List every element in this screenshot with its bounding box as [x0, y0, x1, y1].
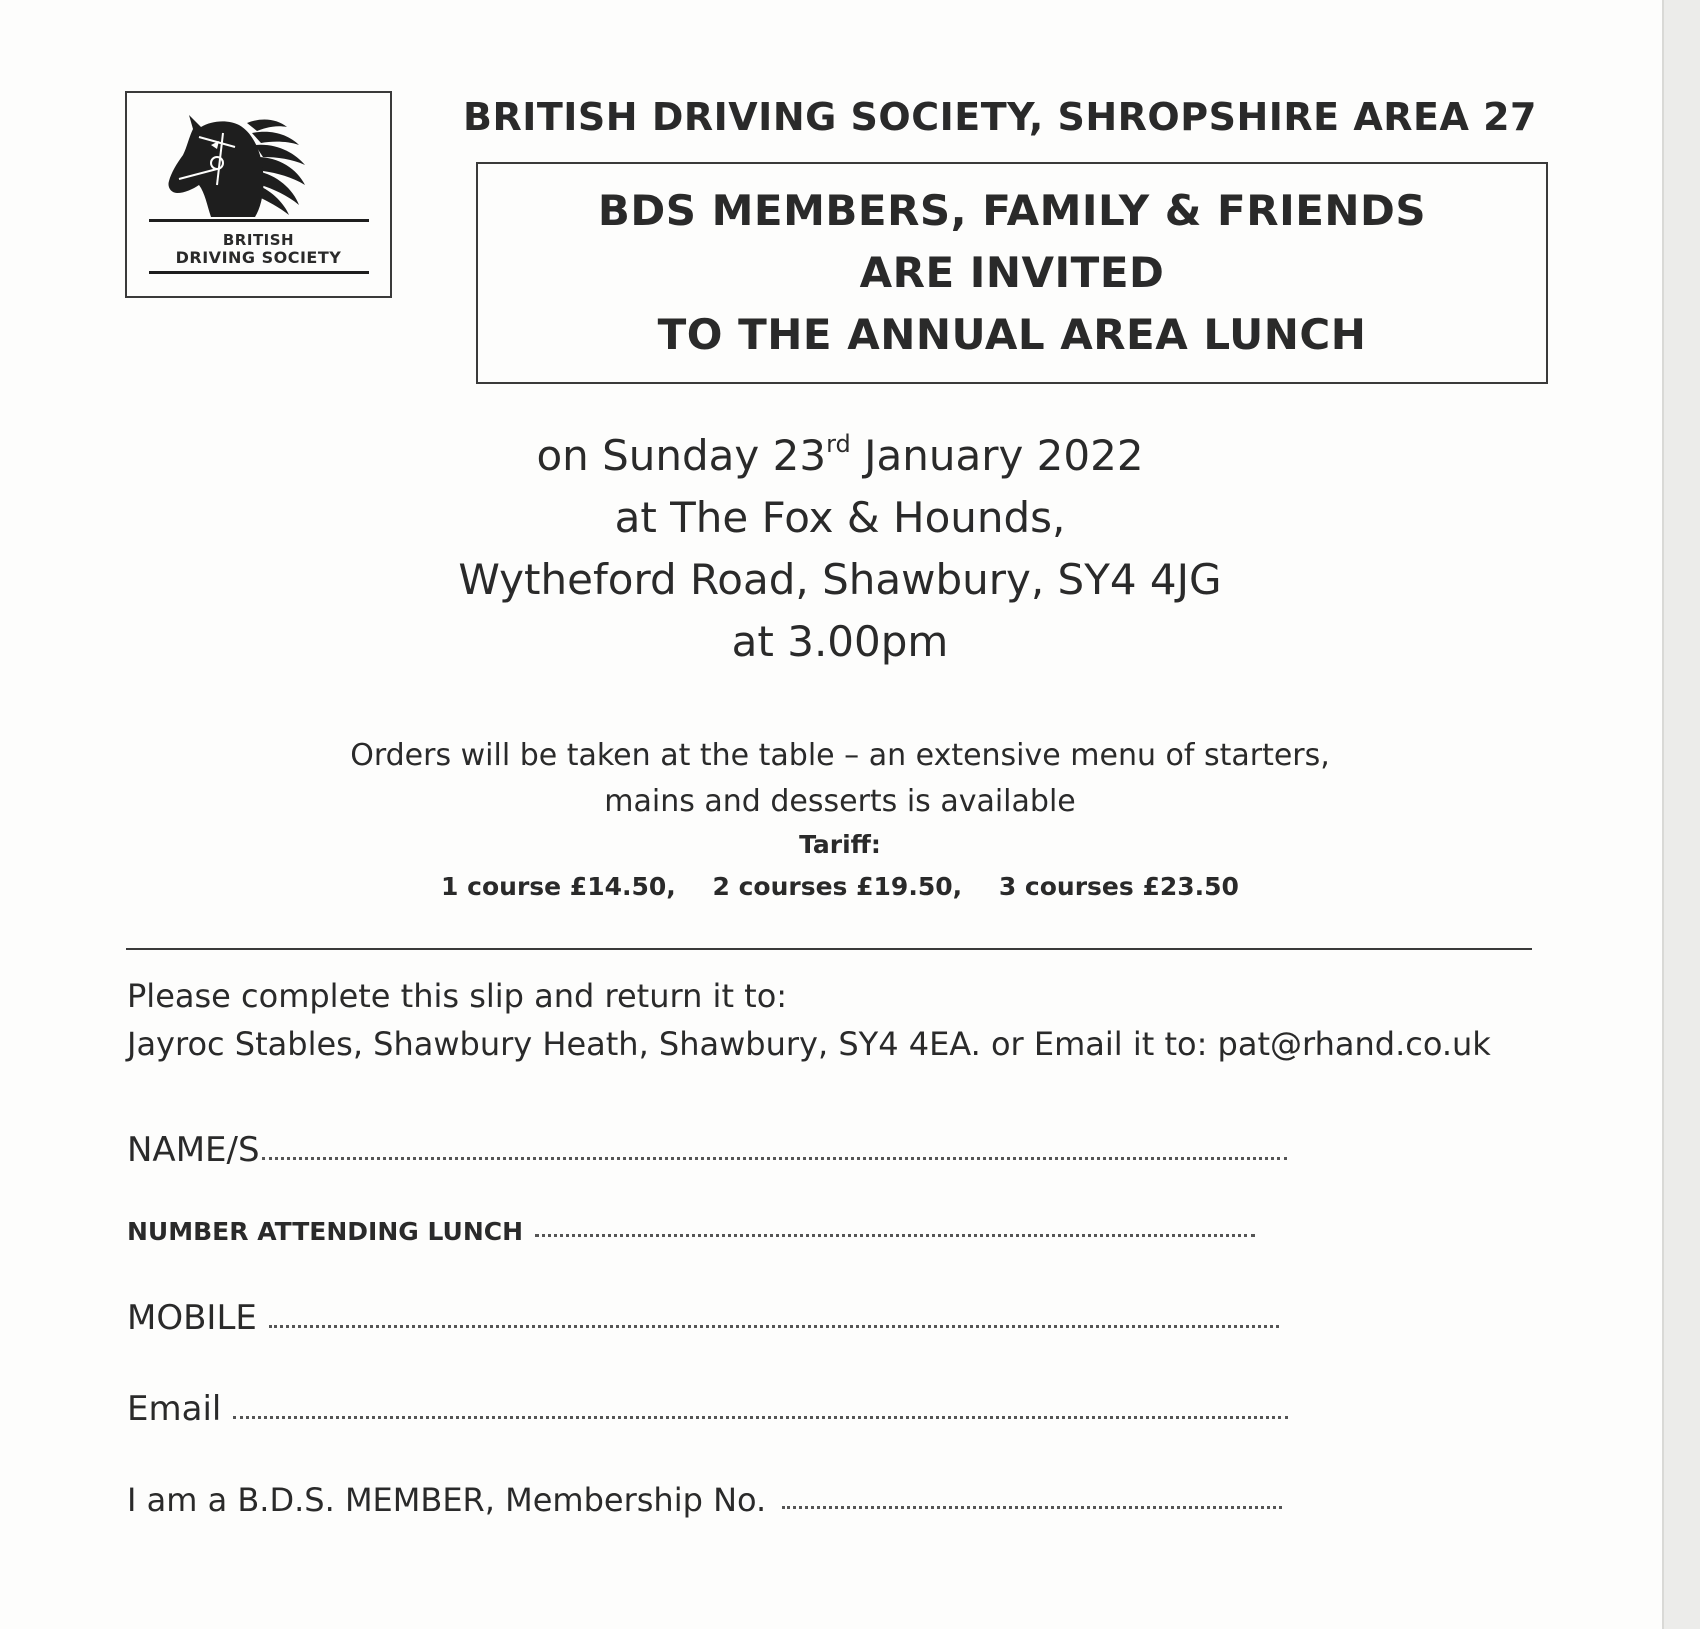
orders-line-1: Orders will be taken at the table – an extensive menu of starters, [350, 738, 1330, 773]
invitation-lines [478, 180, 1546, 366]
tariff-label: Tariff: [799, 830, 881, 859]
event-date-rest: January 2022 [850, 431, 1144, 480]
invitation-box [476, 162, 1548, 384]
email-field[interactable] [127, 1376, 1288, 1429]
society-title: BRITISH DRIVING SOCIETY, SHROPSHIRE AREA 27 [463, 95, 1537, 139]
event-date-ordinal: rd [826, 430, 851, 458]
event-date [300, 425, 1380, 487]
event-address: Wytheford Road, Shawbury, SY4 4JG [458, 555, 1222, 604]
mobile-field[interactable] [127, 1285, 1279, 1338]
return-instructions [127, 972, 1627, 1068]
membership-label: I am a B.D.S. MEMBER, Membership No. [127, 1481, 767, 1519]
orders-line-2: mains and desserts is available [604, 784, 1076, 819]
orders-info [250, 733, 1430, 909]
number-attending-field[interactable] [127, 1194, 1255, 1244]
membership-fill-line[interactable] [782, 1506, 1282, 1509]
cut-divider [126, 948, 1532, 950]
mobile-label: MOBILE [127, 1298, 257, 1338]
tariff-three-courses: 3 courses £23.50 [998, 872, 1239, 901]
email-label: Email [127, 1389, 222, 1429]
number-attending-label: NUMBER ATTENDING LUNCH [127, 1217, 524, 1246]
event-details [300, 425, 1380, 673]
bds-logo [125, 91, 392, 298]
page-edge [1664, 0, 1700, 1629]
logo-text-driving-society: DRIVING SOCIETY [175, 248, 342, 267]
event-venue: at The Fox & Hounds, [614, 493, 1066, 542]
return-line-1: Please complete this slip and return it to: [127, 977, 788, 1015]
invite-line-3: TO THE ANNUAL AREA LUNCH [657, 310, 1367, 359]
number-attending-fill-line[interactable] [535, 1234, 1255, 1237]
event-time: at 3.00pm [731, 617, 949, 666]
tariff-prices [250, 865, 1430, 909]
email-fill-line[interactable] [233, 1416, 1288, 1419]
names-fill-line[interactable] [262, 1157, 1287, 1160]
mobile-fill-line[interactable] [269, 1325, 1279, 1328]
event-date-prefix: on Sunday 23 [536, 431, 827, 480]
names-label: NAME/S [127, 1130, 260, 1170]
tariff-one-course: 1 course £14.50, [441, 872, 676, 901]
logo-text-british: BRITISH [222, 231, 295, 249]
invite-line-1: BDS MEMBERS, FAMILY & FRIENDS [597, 186, 1427, 235]
tariff-two-courses: 2 courses £19.50, [712, 872, 963, 901]
membership-field[interactable] [127, 1466, 1282, 1519]
invite-line-2: ARE INVITED [859, 248, 1165, 297]
return-line-2: Jayroc Stables, Shawbury Heath, Shawbury, SY4 4EA. or Email it to: pat@rhand.co.uk [127, 1025, 1491, 1063]
names-field[interactable] [127, 1117, 1287, 1170]
